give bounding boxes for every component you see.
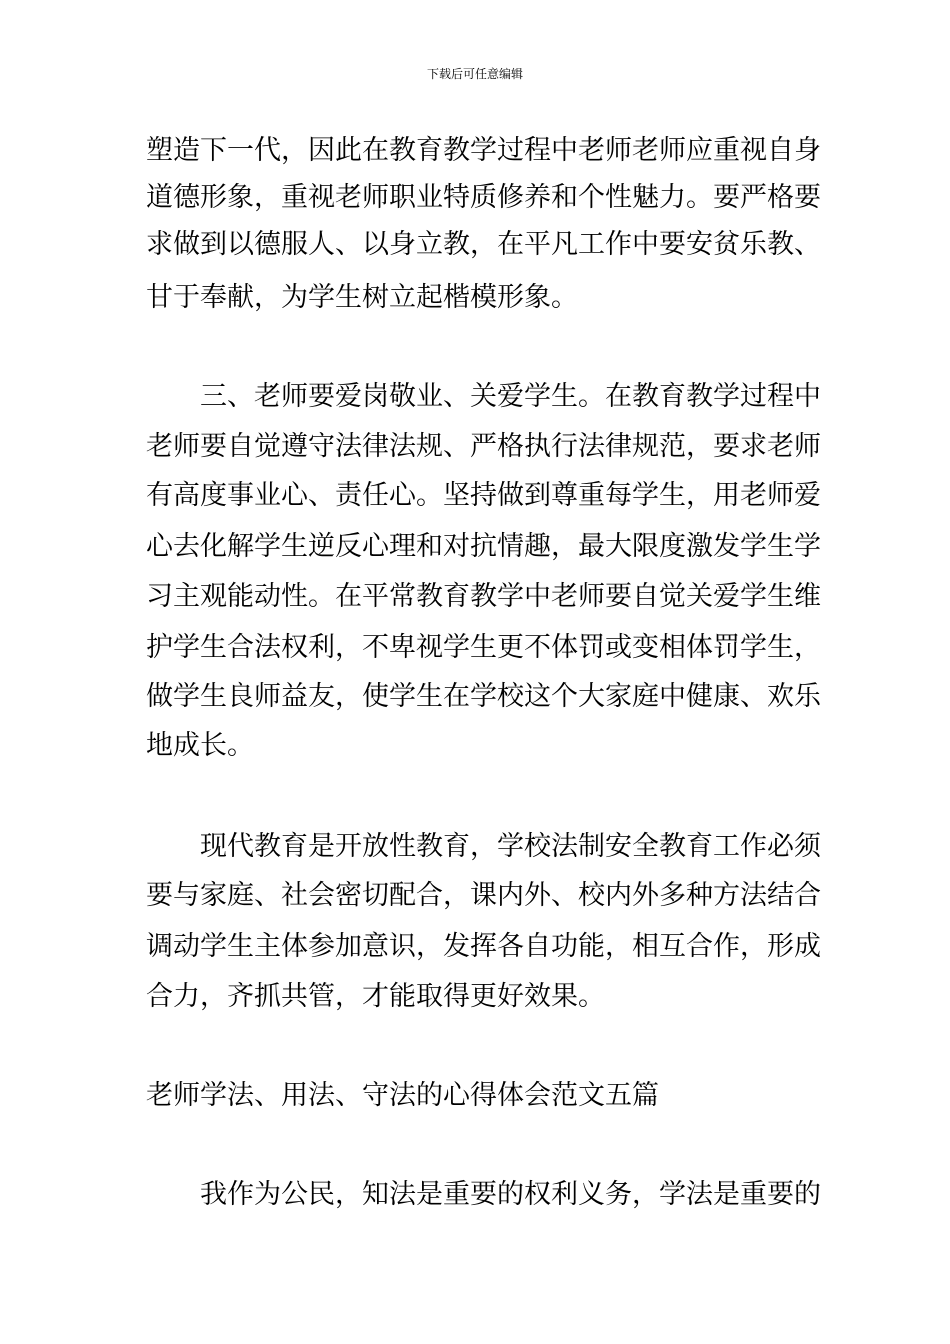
page-header: 下载后可任意编辑 — [426, 67, 523, 81]
paragraph-line: 做学生良师益友，使学生在学校这个大家庭中健康、欢乐 — [146, 681, 821, 712]
paragraph-line: 塑造下一代，因此在教育教学过程中老师老师应重视自身 — [146, 135, 821, 166]
paragraph-line: 求做到以德服人、以身立教，在平凡工作中要安贫乐教、 — [146, 229, 821, 260]
paragraph-line: 要与家庭、社会密切配合，课内外、校内外多种方法结合 — [146, 880, 821, 911]
section-title: 老师学法、用法、守法的心得体会范文五篇 — [146, 1080, 659, 1111]
paragraph-line: 有高度事业心、责任心。坚持做到尊重每学生，用老师爱 — [146, 480, 821, 511]
paragraph-line: 三、老师要爱岗敬业、关爱学生。在教育教学过程中 — [146, 381, 821, 412]
paragraph-line: 调动学生主体参加意识，发挥各自功能，相互合作，形成 — [146, 931, 821, 962]
paragraph-line: 护学生合法权利，不卑视学生更不体罚或变相体罚学生， — [146, 632, 821, 663]
paragraph-line: 地成长。 — [146, 730, 254, 761]
paragraph-line: 习主观能动性。在平常教育教学中老师要自觉关爱学生维 — [146, 581, 821, 612]
paragraph-line: 甘于奉献，为学生树立起楷模形象。 — [146, 282, 578, 313]
paragraph-line: 我作为公民，知法是重要的权利义务，学法是重要的 — [146, 1179, 821, 1210]
paragraph-line: 现代教育是开放性教育，学校法制安全教育工作必须 — [146, 831, 821, 862]
paragraph-line: 合力，齐抓共管，才能取得更好效果。 — [146, 981, 605, 1012]
paragraph-line: 道德形象，重视老师职业特质修养和个性魅力。要严格要 — [146, 182, 821, 213]
paragraph-line: 老师要自觉遵守法律法规、严格执行法律规范，要求老师 — [146, 431, 821, 462]
paragraph-line: 心去化解学生逆反心理和对抗情趣，最大限度激发学生学 — [146, 531, 821, 562]
